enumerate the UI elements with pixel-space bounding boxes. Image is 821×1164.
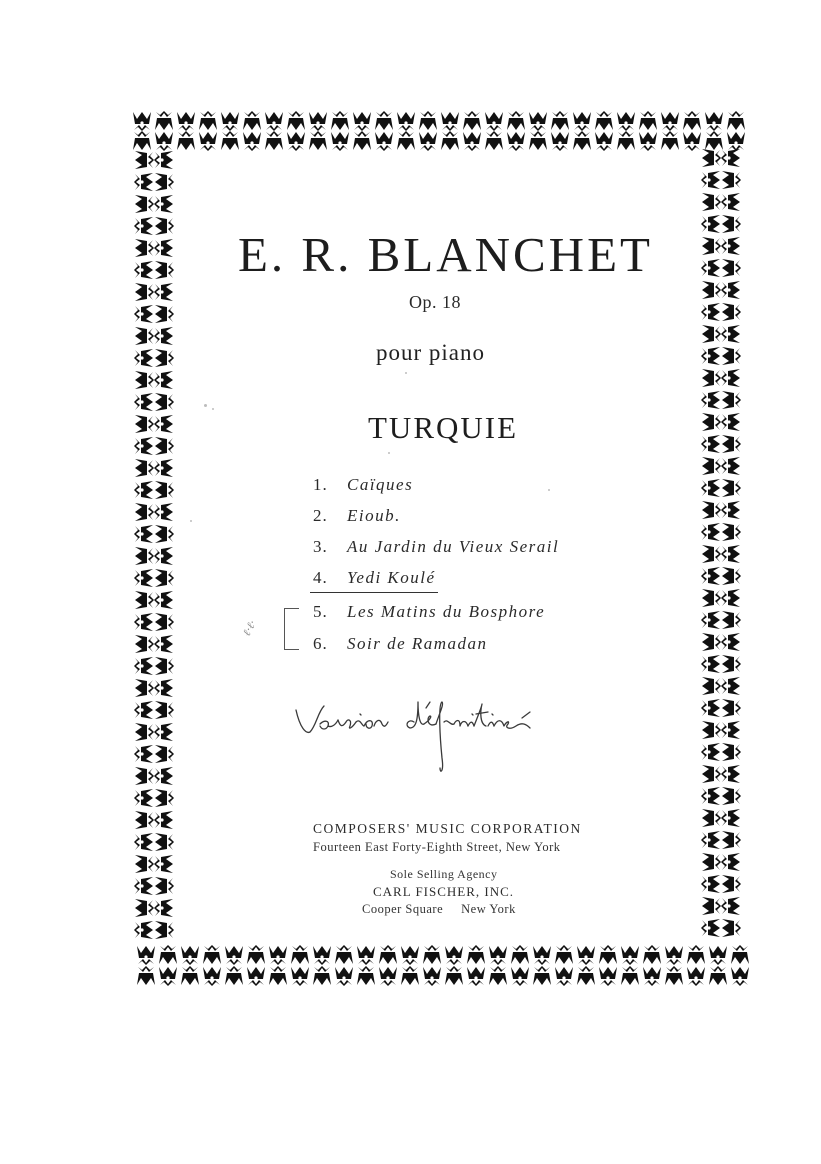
piece-title: Soir de Ramadan [347, 634, 488, 653]
publisher-address: Fourteen East Forty-Eighth Street, New York [313, 840, 561, 854]
opus-number: Op. 18 [409, 292, 461, 312]
piece-item [313, 537, 559, 557]
publisher-name: COMPOSERS' MUSIC CORPORATION [313, 821, 582, 836]
pencil-bracket [284, 608, 295, 650]
piece-title: Les Matins du Bosphore [347, 602, 546, 621]
piece-title: Caïques [347, 475, 414, 494]
piece-item [313, 602, 545, 622]
pencil-margin-scribble: ℓ·ℓ· [240, 617, 260, 639]
piece-number: 6. [313, 634, 328, 653]
pencil-underline [310, 592, 438, 593]
agent-name: CARL FISCHER, INC. [373, 884, 515, 899]
piece-title: Au Jardin du Vieux Serail [347, 537, 560, 556]
agent-address [362, 902, 516, 917]
piece-item [313, 506, 401, 526]
piece-item [313, 634, 488, 654]
collection-title: TURQUIE [368, 410, 519, 445]
piece-item [313, 568, 436, 588]
piece-item [313, 475, 413, 495]
handwritten-annotation [290, 698, 550, 774]
piece-number: 3. [313, 537, 328, 556]
composer-name: E. R. BLANCHET [238, 227, 653, 282]
piece-number: 5. [313, 602, 328, 621]
piece-title: Yedi Koulé [347, 568, 436, 587]
piece-number: 1. [313, 475, 328, 494]
piece-title: Eioub. [347, 506, 401, 525]
agent-city: New York [461, 902, 516, 916]
agent-street: Cooper Square [362, 902, 444, 916]
agency-label: Sole Selling Agency [390, 867, 498, 881]
instrument-label: pour piano [376, 340, 486, 365]
piece-number: 4. [313, 568, 328, 587]
piece-number: 2. [313, 506, 328, 525]
